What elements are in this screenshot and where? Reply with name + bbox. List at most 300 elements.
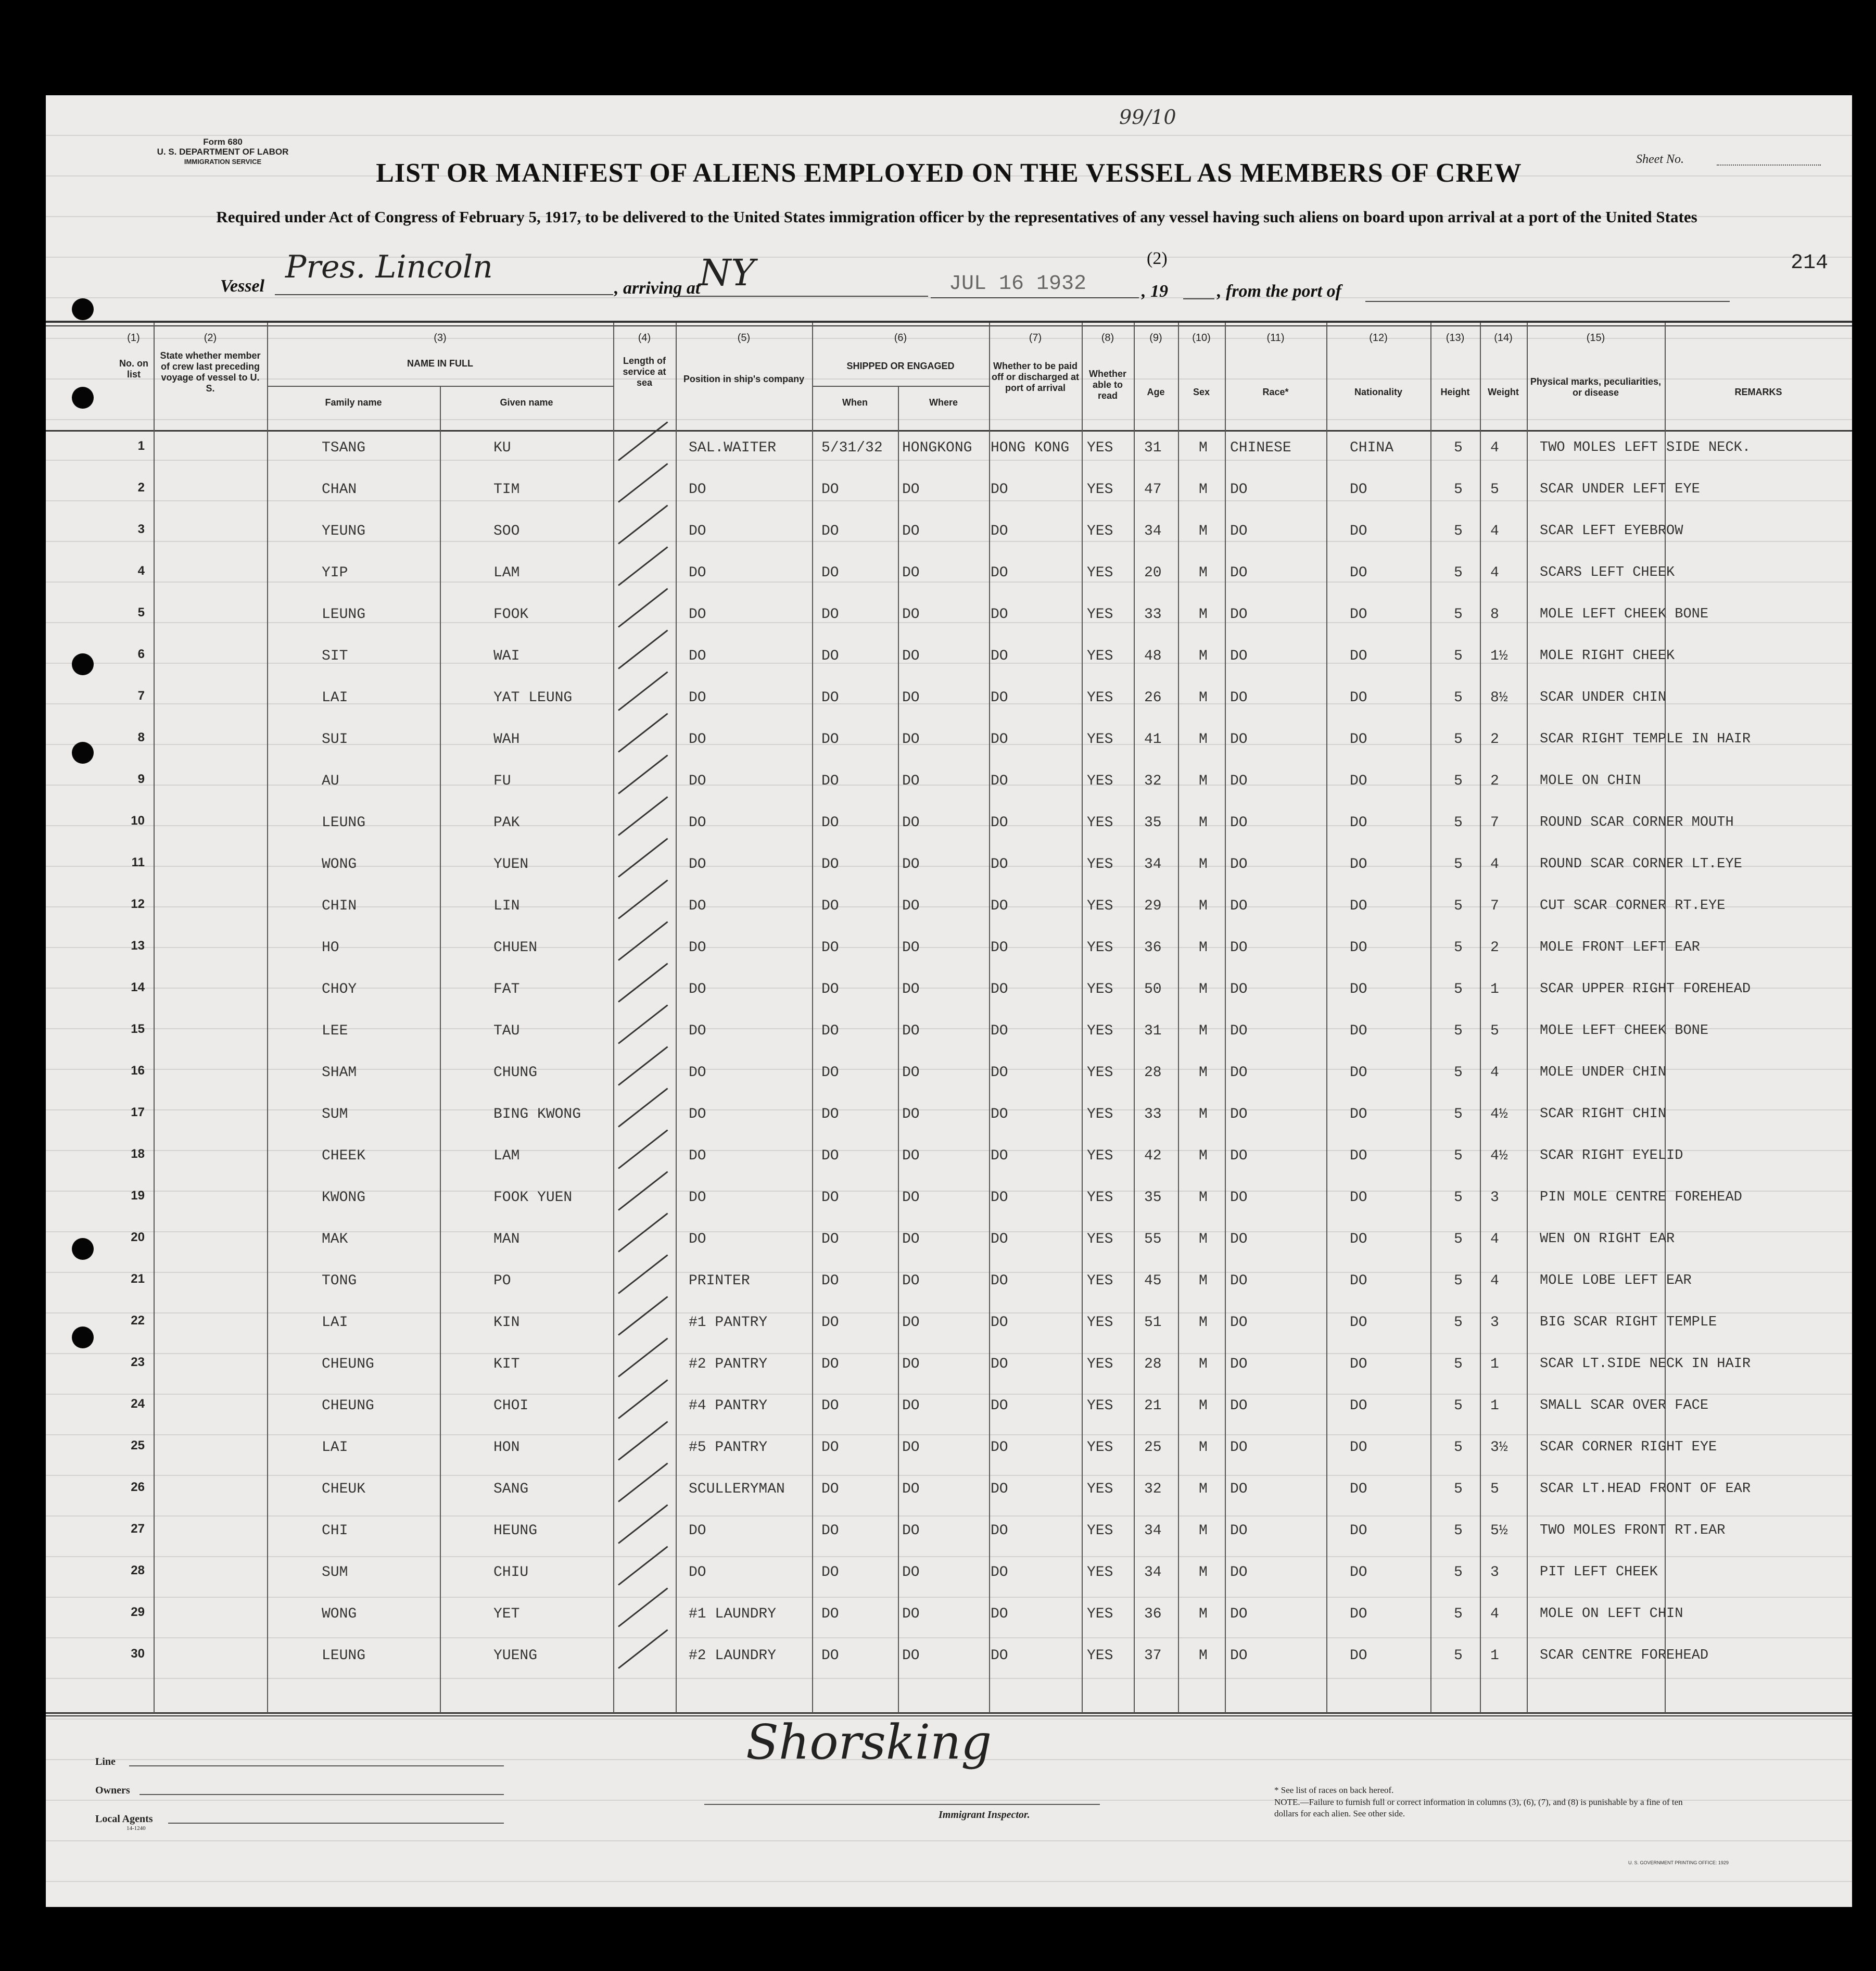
nationality-cell: DO: [1350, 1023, 1367, 1039]
row-number: 21: [131, 1272, 145, 1286]
shipped-where-cell: DO: [902, 1148, 920, 1164]
given-name-cell: SOO: [493, 523, 520, 539]
row-number: 8: [137, 730, 145, 744]
shipped-when-cell: DO: [821, 523, 839, 539]
paid-off-cell: DO: [991, 1023, 1008, 1039]
family-name-cell: TONG: [322, 1273, 357, 1289]
position-cell: #5 PANTRY: [689, 1439, 768, 1456]
service-check-mark: [618, 796, 668, 836]
family-name-cell: TSANG: [322, 440, 366, 456]
weight-cell: 4: [1490, 856, 1499, 873]
service-check-mark: [618, 1129, 668, 1169]
family-name-cell: WONG: [322, 1606, 357, 1622]
height-cell: 5: [1454, 648, 1463, 664]
family-name-cell: HO: [322, 940, 339, 956]
nationality-cell: DO: [1350, 815, 1367, 831]
paid-off-cell: DO: [991, 1315, 1008, 1331]
family-name-cell: MAK: [322, 1231, 348, 1247]
service-check-mark: [618, 1462, 668, 1502]
age-cell: 34: [1144, 1523, 1162, 1539]
height-cell: 5: [1454, 1523, 1463, 1539]
service-check-mark: [618, 1212, 668, 1252]
sex-cell: M: [1199, 1231, 1208, 1247]
height-cell: 5: [1454, 1648, 1463, 1664]
physical-marks-cell: SMALL SCAR OVER FACE: [1540, 1398, 1709, 1413]
paid-off-cell: DO: [991, 940, 1008, 956]
given-name-cell: LAM: [493, 565, 520, 581]
able-to-read-cell: YES: [1087, 940, 1113, 956]
service-check-mark: [618, 588, 668, 627]
sex-cell: M: [1199, 565, 1208, 581]
family-name-cell: LEUNG: [322, 607, 366, 623]
line-field: [129, 1765, 504, 1766]
col-4-header: Length of service at sea: [623, 356, 666, 388]
race-cell: CHINESE: [1230, 440, 1291, 456]
weight-cell: 3: [1490, 1564, 1499, 1581]
year-line: [1183, 298, 1214, 299]
vessel-label: Vessel: [220, 276, 264, 296]
able-to-read-cell: YES: [1087, 1648, 1113, 1664]
col-2-number: (2): [204, 332, 217, 344]
physical-marks-cell: MOLE ON CHIN: [1540, 773, 1641, 789]
age-cell: 50: [1144, 981, 1162, 997]
sex-cell: M: [1199, 1356, 1208, 1372]
age-cell: 34: [1144, 1564, 1162, 1581]
physical-marks-cell: PIT LEFT CHEEK: [1540, 1564, 1658, 1580]
paid-off-cell: DO: [991, 898, 1008, 914]
paid-off-cell: DO: [991, 1398, 1008, 1414]
height-cell: 5: [1454, 1564, 1463, 1581]
family-name-cell: SUM: [322, 1106, 348, 1122]
vessel-name: Pres. Lincoln: [285, 249, 493, 285]
given-name-cell: KU: [493, 440, 511, 456]
able-to-read-cell: YES: [1087, 607, 1113, 623]
shipped-where-cell: DO: [902, 1065, 920, 1081]
paid-off-cell: DO: [991, 1564, 1008, 1581]
physical-marks-cell: SCAR UNDER CHIN: [1540, 690, 1667, 705]
weight-cell: 5½: [1490, 1523, 1508, 1539]
nationality-cell: CHINA: [1350, 440, 1394, 456]
shipped-where-cell: DO: [902, 1481, 920, 1497]
service-name: IMMIGRATION SERVICE: [184, 158, 262, 166]
shipped-when-cell: DO: [821, 648, 839, 664]
weight-cell: 4: [1490, 1065, 1499, 1081]
agents-field: [168, 1823, 504, 1824]
physical-marks-cell: SCAR CENTRE FOREHEAD: [1540, 1648, 1709, 1663]
col-3-number: (3): [434, 332, 447, 344]
service-check-mark: [618, 1337, 668, 1377]
shipped-when-cell: DO: [821, 1439, 839, 1456]
family-name-cell: SHAM: [322, 1065, 357, 1081]
service-check-mark: [618, 463, 668, 502]
column-divider: [898, 386, 899, 1713]
shipped-where-cell: DO: [902, 1231, 920, 1247]
row-number: 29: [131, 1605, 145, 1619]
given-name-cell: CHUEN: [493, 940, 538, 956]
col-5-header: Position in ship's company: [683, 374, 805, 384]
age-cell: 35: [1144, 815, 1162, 831]
column-divider: [154, 323, 155, 1713]
position-cell: DO: [689, 565, 706, 581]
weight-cell: 1½: [1490, 648, 1508, 664]
race-cell: DO: [1230, 1023, 1248, 1039]
handwritten-note: 99/10: [1119, 106, 1176, 129]
paid-off-cell: HONG KONG: [991, 440, 1070, 456]
race-cell: DO: [1230, 1606, 1248, 1622]
shipped-where-cell: DO: [902, 1190, 920, 1206]
position-cell: DO: [689, 482, 706, 498]
paid-off-cell: DO: [991, 1273, 1008, 1289]
paid-off-cell: DO: [991, 1190, 1008, 1206]
able-to-read-cell: YES: [1087, 981, 1113, 997]
row-number: 24: [131, 1397, 145, 1411]
physical-marks-cell: MOLE RIGHT CHEEK: [1540, 648, 1675, 664]
weight-cell: 8: [1490, 607, 1499, 623]
family-name-cell: SUM: [322, 1564, 348, 1581]
height-cell: 5: [1454, 1148, 1463, 1164]
col-7-header: Whether to be paid off or discharged at port of arrival: [991, 361, 1080, 393]
paid-off-cell: DO: [991, 731, 1008, 748]
height-cell: 5: [1454, 815, 1463, 831]
column-divider: [1326, 323, 1327, 1713]
able-to-read-cell: YES: [1087, 856, 1113, 873]
physical-marks-cell: TWO MOLES LEFT SIDE NECK.: [1540, 440, 1751, 456]
col-8-header: Whether able to read: [1089, 369, 1126, 401]
col-13-header: Height: [1440, 387, 1470, 397]
shipped-when-cell: DO: [821, 1564, 839, 1581]
position-cell: DO: [689, 690, 706, 706]
nationality-cell: DO: [1350, 648, 1367, 664]
physical-marks-cell: SCARS LEFT CHEEK: [1540, 565, 1675, 580]
height-cell: 5: [1454, 981, 1463, 997]
given-name-cell: CHUNG: [493, 1065, 538, 1081]
age-cell: 28: [1144, 1356, 1162, 1372]
shipped-where-cell: DO: [902, 731, 920, 748]
weight-cell: 7: [1490, 815, 1499, 831]
shipped-where-cell: DO: [902, 1398, 920, 1414]
race-cell: DO: [1230, 1439, 1248, 1456]
col-8-number: (8): [1101, 332, 1114, 344]
inspector-signature: Shorsking: [746, 1714, 992, 1770]
age-cell: 51: [1144, 1315, 1162, 1331]
family-name-cell: CHOY: [322, 981, 357, 997]
sex-cell: M: [1199, 815, 1208, 831]
nationality-cell: DO: [1350, 1606, 1367, 1622]
family-name-cell: CHEUNG: [322, 1356, 374, 1372]
table-top-rule-thin: [46, 325, 1852, 326]
nationality-cell: DO: [1350, 1439, 1367, 1456]
row-number: 5: [137, 605, 145, 620]
given-name-cell: PAK: [493, 815, 520, 831]
race-cell: DO: [1230, 1315, 1248, 1331]
nationality-cell: DO: [1350, 731, 1367, 748]
weight-cell: 4: [1490, 1606, 1499, 1622]
paid-off-cell: DO: [991, 773, 1008, 789]
position-cell: DO: [689, 1564, 706, 1581]
row-number: 14: [131, 980, 145, 994]
service-check-mark: [618, 671, 668, 711]
nationality-cell: DO: [1350, 898, 1367, 914]
service-check-mark: [618, 713, 668, 752]
column-divider: [989, 323, 990, 1713]
shipped-when-cell: DO: [821, 898, 839, 914]
shipped-when-cell: DO: [821, 1190, 839, 1206]
physical-marks-cell: WEN ON RIGHT EAR: [1540, 1231, 1675, 1247]
shipped-where-cell: DO: [902, 1273, 920, 1289]
nationality-cell: DO: [1350, 1398, 1367, 1414]
age-cell: 32: [1144, 1481, 1162, 1497]
race-cell: DO: [1230, 1398, 1248, 1414]
shipped-where-cell: DO: [902, 898, 920, 914]
given-name-cell: KIT: [493, 1356, 520, 1372]
sheet-number: 214: [1791, 251, 1829, 275]
height-cell: 5: [1454, 1065, 1463, 1081]
race-cell: DO: [1230, 815, 1248, 831]
able-to-read-cell: YES: [1087, 440, 1113, 456]
paid-off-cell: DO: [991, 1481, 1008, 1497]
vessel-name-line: [275, 294, 613, 295]
given-name-cell: YAT LEUNG: [493, 690, 573, 706]
row-number: 6: [137, 647, 145, 661]
height-cell: 5: [1454, 1315, 1463, 1331]
row-number: 7: [137, 689, 145, 703]
sex-cell: M: [1199, 898, 1208, 914]
position-cell: #1 PANTRY: [689, 1315, 768, 1331]
sex-cell: M: [1199, 1606, 1208, 1622]
sex-cell: M: [1199, 690, 1208, 706]
row-number: 12: [131, 897, 145, 911]
weight-cell: 1: [1490, 1648, 1499, 1664]
sheet-label: Sheet No.: [1636, 153, 1684, 166]
service-check-mark: [618, 1546, 668, 1585]
position-cell: DO: [689, 773, 706, 789]
arriving-label: , arriving at: [614, 279, 701, 298]
height-cell: 5: [1454, 898, 1463, 914]
given-name-cell: YUENG: [493, 1648, 538, 1664]
col-12-header: Nationality: [1354, 387, 1402, 397]
given-name-cell: WAI: [493, 648, 520, 664]
sex-cell: M: [1199, 940, 1208, 956]
col-11-number: (11): [1266, 332, 1285, 344]
shipped-subheader-rule: [812, 386, 989, 387]
nationality-cell: DO: [1350, 1481, 1367, 1497]
nationality-cell: DO: [1350, 1648, 1367, 1664]
given-name-cell: CHOI: [493, 1398, 529, 1414]
page-title: LIST OR MANIFEST OF ALIENS EMPLOYED ON THE VESSEL AS MEMBERS OF CREW: [376, 158, 1522, 188]
family-name-cell: AU: [322, 773, 339, 789]
age-cell: 47: [1144, 482, 1162, 498]
able-to-read-cell: YES: [1087, 815, 1113, 831]
physical-marks-cell: SCAR LT.HEAD FRONT OF EAR: [1540, 1481, 1751, 1497]
weight-cell: 4: [1490, 1231, 1499, 1247]
able-to-read-cell: YES: [1087, 1190, 1113, 1206]
given-name-cell: PO: [493, 1273, 511, 1289]
punch-hole: [72, 653, 94, 675]
given-name-cell: FOOK: [493, 607, 529, 623]
height-cell: 5: [1454, 773, 1463, 789]
punch-hole: [72, 387, 94, 409]
position-cell: DO: [689, 898, 706, 914]
able-to-read-cell: YES: [1087, 1065, 1113, 1081]
able-to-read-cell: YES: [1087, 773, 1113, 789]
family-name-cell: SUI: [322, 731, 348, 748]
shipped-where-cell: DO: [902, 1606, 920, 1622]
nationality-cell: DO: [1350, 1106, 1367, 1122]
able-to-read-cell: YES: [1087, 482, 1113, 498]
given-name-cell: SANG: [493, 1481, 529, 1497]
sex-cell: M: [1199, 981, 1208, 997]
weight-cell: 3: [1490, 1190, 1499, 1206]
nationality-cell: DO: [1350, 607, 1367, 623]
nationality-cell: DO: [1350, 523, 1367, 539]
family-name-cell: CHEUK: [322, 1481, 366, 1497]
col-9-number: (9): [1149, 332, 1162, 344]
given-name-cell: TIM: [493, 482, 520, 498]
sex-cell: M: [1199, 1190, 1208, 1206]
shipped-when-cell: DO: [821, 482, 839, 498]
age-cell: 28: [1144, 1065, 1162, 1081]
able-to-read-cell: YES: [1087, 1564, 1113, 1581]
position-cell: DO: [689, 1148, 706, 1164]
height-cell: 5: [1454, 1439, 1463, 1456]
family-name-cell: LEUNG: [322, 1648, 366, 1664]
shipped-when-cell: DO: [821, 731, 839, 748]
shipped-where-cell: DO: [902, 1106, 920, 1122]
col-6-header: SHIPPED OR ENGAGED: [846, 361, 955, 371]
family-name-cell: SIT: [322, 648, 348, 664]
age-cell: 33: [1144, 607, 1162, 623]
races-note: * See list of races on back hereof.: [1274, 1785, 1394, 1795]
shipped-when-cell: DO: [821, 1315, 839, 1331]
sex-cell: M: [1199, 773, 1208, 789]
able-to-read-cell: YES: [1087, 1106, 1113, 1122]
given-name-cell: HON: [493, 1439, 520, 1456]
weight-cell: 2: [1490, 731, 1499, 748]
shipped-when-cell: DO: [821, 1148, 839, 1164]
family-name-cell: CHIN: [322, 898, 357, 914]
penalty-note: NOTE.—Failure to furnish full or correct information in columns (3), (6), (7), and (8) is punishable by a fine of ten dollars for each alien. See other side.: [1274, 1797, 1683, 1818]
shipped-where-cell: DO: [902, 1564, 920, 1581]
row-number: 16: [131, 1064, 145, 1078]
given-name-cell: CHIU: [493, 1564, 529, 1581]
weight-cell: 2: [1490, 773, 1499, 789]
nationality-cell: DO: [1350, 1231, 1367, 1247]
row-number: 11: [131, 855, 145, 869]
shipped-where-cell: DO: [902, 856, 920, 873]
row-number: 13: [131, 939, 145, 953]
position-cell: DO: [689, 940, 706, 956]
col-10-header: Sex: [1193, 387, 1210, 397]
sex-cell: M: [1199, 1439, 1208, 1456]
weight-cell: 4½: [1490, 1148, 1508, 1164]
age-cell: 31: [1144, 1023, 1162, 1039]
vessel-mark: (2): [1147, 249, 1168, 268]
paid-off-cell: DO: [991, 690, 1008, 706]
paid-off-cell: DO: [991, 1106, 1008, 1122]
row-number: 28: [131, 1563, 145, 1577]
physical-marks-cell: MOLE LEFT CHEEK BONE: [1540, 607, 1709, 622]
family-name-cell: CHEEK: [322, 1148, 366, 1164]
paid-off-cell: DO: [991, 1231, 1008, 1247]
position-cell: DO: [689, 815, 706, 831]
family-name-cell: CHI: [322, 1523, 348, 1539]
age-cell: 48: [1144, 648, 1162, 664]
department-name: U. S. DEPARTMENT OF LABOR: [157, 147, 289, 157]
age-cell: 42: [1144, 1148, 1162, 1164]
shipped-when-cell: DO: [821, 1648, 839, 1664]
position-cell: DO: [689, 981, 706, 997]
nationality-cell: DO: [1350, 981, 1367, 997]
col-6-where-header: Where: [929, 397, 958, 408]
shipped-when-cell: DO: [821, 1523, 839, 1539]
position-cell: DO: [689, 731, 706, 748]
able-to-read-cell: YES: [1087, 1315, 1113, 1331]
nationality-cell: DO: [1350, 940, 1367, 956]
service-check-mark: [618, 1629, 668, 1669]
service-check-mark: [618, 921, 668, 961]
position-cell: SCULLERYMAN: [689, 1481, 785, 1497]
column-divider: [267, 323, 268, 1713]
physical-marks-cell: ROUND SCAR CORNER LT.EYE: [1540, 856, 1742, 872]
sex-cell: M: [1199, 1648, 1208, 1664]
physical-marks-cell: MOLE FRONT LEFT EAR: [1540, 940, 1700, 955]
race-cell: DO: [1230, 1231, 1248, 1247]
from-port-line: [1365, 301, 1730, 302]
punch-hole: [72, 298, 94, 320]
sex-cell: M: [1199, 1481, 1208, 1497]
weight-cell: 3½: [1490, 1439, 1508, 1456]
weight-cell: 3: [1490, 1315, 1499, 1331]
row-number: 10: [131, 814, 145, 828]
col-14-number: (14): [1494, 332, 1513, 344]
col-3-given-header: Given name: [500, 397, 553, 408]
paid-off-cell: DO: [991, 565, 1008, 581]
position-cell: #1 LAUNDRY: [689, 1606, 777, 1622]
height-cell: 5: [1454, 1023, 1463, 1039]
service-check-mark: [618, 1088, 668, 1127]
shipped-where-cell: DO: [902, 940, 920, 956]
able-to-read-cell: YES: [1087, 1481, 1113, 1497]
age-cell: 55: [1144, 1231, 1162, 1247]
table-bottom-rule: [46, 1712, 1852, 1714]
given-name-cell: YUEN: [493, 856, 529, 873]
weight-cell: 5: [1490, 1481, 1499, 1497]
race-cell: DO: [1230, 731, 1248, 748]
able-to-read-cell: YES: [1087, 1356, 1113, 1372]
race-cell: DO: [1230, 1190, 1248, 1206]
physical-marks-cell: SCAR RIGHT CHIN: [1540, 1106, 1667, 1122]
sex-cell: M: [1199, 607, 1208, 623]
position-cell: PRINTER: [689, 1273, 750, 1289]
sex-cell: M: [1199, 1023, 1208, 1039]
col-10-number: (10): [1192, 332, 1211, 344]
shipped-when-cell: DO: [821, 940, 839, 956]
height-cell: 5: [1454, 440, 1463, 456]
shipped-when-cell: DO: [821, 981, 839, 997]
from-port-label: , from the port of: [1217, 282, 1341, 301]
shipped-where-cell: DO: [902, 981, 920, 997]
nationality-cell: DO: [1350, 856, 1367, 873]
shipped-when-cell: DO: [821, 1106, 839, 1122]
height-cell: 5: [1454, 1190, 1463, 1206]
col-1-number: (1): [127, 332, 140, 344]
col-15-number: (15): [1586, 332, 1605, 344]
age-cell: 45: [1144, 1273, 1162, 1289]
position-cell: DO: [689, 1023, 706, 1039]
shipped-where-cell: DO: [902, 773, 920, 789]
family-name-cell: WONG: [322, 856, 357, 873]
able-to-read-cell: YES: [1087, 1439, 1113, 1456]
